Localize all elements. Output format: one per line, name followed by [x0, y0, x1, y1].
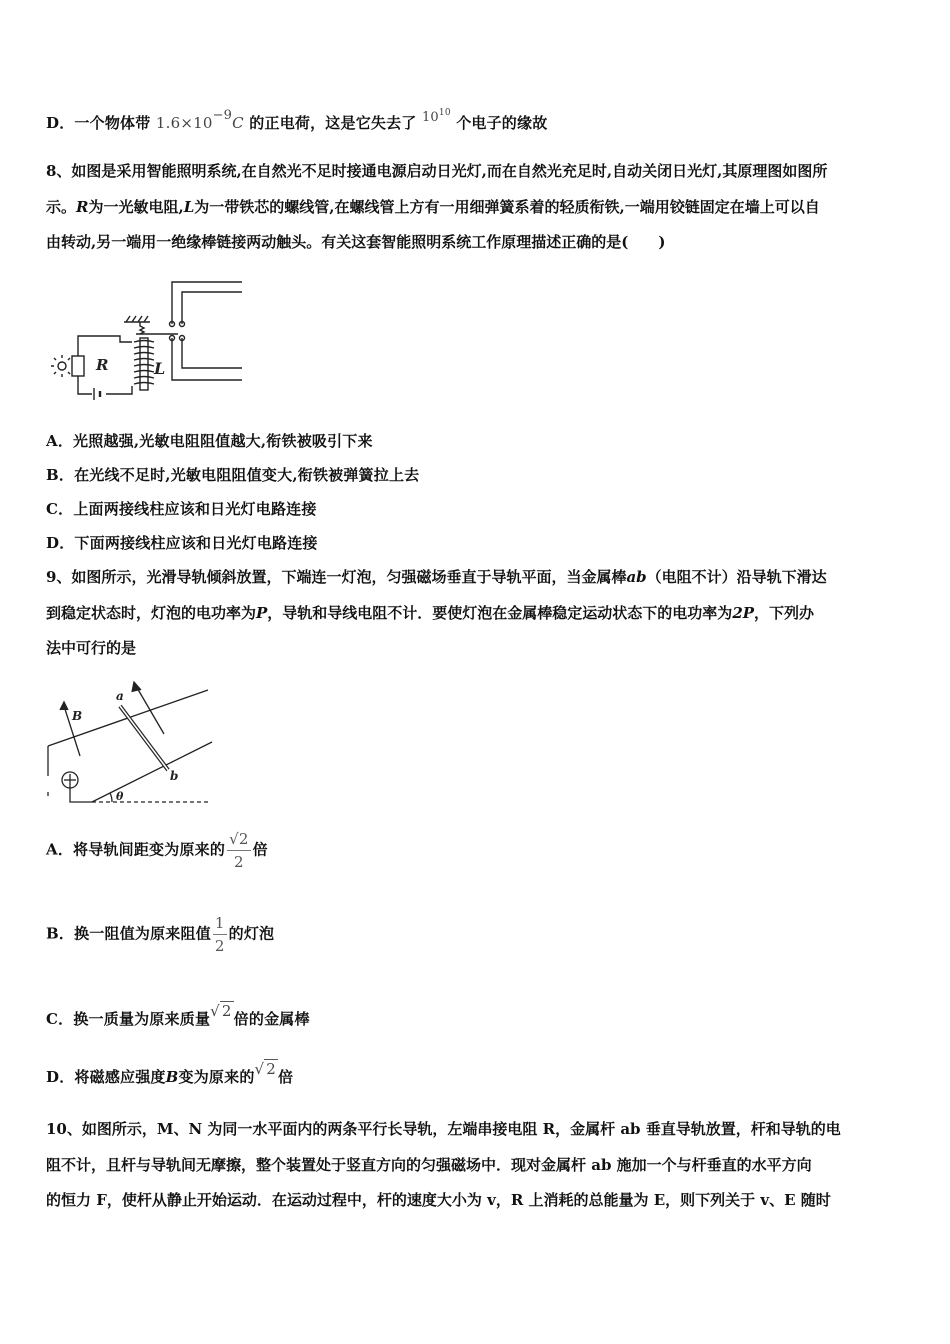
- sqrt-two: √ 2: [210, 1002, 232, 1020]
- q9-option-b: B．换一阻值为原来阻值 $\frac{1}{2}$ 的灯泡: [46, 914, 275, 955]
- q9-option-a: A．将导轨间距变为原来的 $\frac{√2}{2}$ 倍: [46, 830, 268, 871]
- q10-stem: 10、如图所示，M、N 为同一水平面内的两条平行长导轨，左端串接电阻 R，金属杆 ab 垂直导轨放置，杆和导轨的电 阻不计，且杆与导轨间无摩擦，整个装置处于竖直方向的匀强磁场中．现对金属杆 ab 施加一个与杆垂直的水平方向 的恒力 F，使杆从静止开始运动．在运动过程中，杆的速度大小为 v，R 上消耗的总能量为 E，则下列关于 v、E 随时: [46, 1120, 841, 1209]
- figure-label-theta: θ: [116, 790, 124, 803]
- figure-label-b-field: B: [72, 709, 83, 723]
- q8-option-b: B．在光线不足时,光敏电阻阻值变大,衔铁被弹簧拉上去: [46, 466, 420, 484]
- q9-stem: 9、如图所示，光滑导轨倾斜放置，下端连一灯泡，匀强磁场垂直于导轨平面，当金属棒ab（电阻不计）沿导轨下滑达 到稳定状态时，灯泡的电功率为P，导轨和导线电阻不计．要使灯泡在金属棒稳定运动状态下的电功率为2P，下列办 法中可行的是: [46, 568, 827, 657]
- q9-inclined-rails-figure: [44, 670, 214, 808]
- q8-relay-circuit-figure: [50, 276, 250, 406]
- figure-label-r: R: [96, 356, 109, 374]
- q9-option-d: D．将磁感应强度B变为原来的√ 2 倍: [46, 1060, 294, 1086]
- fraction-sqrt2-over-2: $\frac{√2}{2}$: [229, 830, 249, 871]
- electron-count-expression: $10^{10}$: [421, 108, 451, 125]
- q8-stem: 8、如图是采用智能照明系统,在自然光不足时接通电源启动日光灯,而在自然光充足时,自动关闭日光灯,其原理图如图所 示。R为一光敏电阻,L为一带铁芯的螺线管,在螺线管上方有一用细弹簧系着的轻质衔铁,一端用铰链固定在墙上可以自 由转动,另一端用一绝缘棒链接两动触头。有关这套智能照明系统工作原理描述正确的是( ): [46, 162, 828, 251]
- option-label: D．: [46, 114, 75, 132]
- q8-option-c: C．上面两接线柱应该和日光灯电路连接: [46, 500, 317, 518]
- q7-option-d: D．一个物体带 1.6×10−9C 的正电荷，这是它失去了 $10^{10}$ 个电子的缘故: [46, 108, 548, 132]
- figure-label-b: b: [170, 769, 179, 783]
- figure-label-l: L: [154, 359, 166, 378]
- figure-label-a: a: [116, 689, 124, 703]
- sqrt-two: √ 2: [254, 1060, 277, 1078]
- charge-expression: 1.6×10−9C: [155, 108, 244, 132]
- q9-option-c: C．换一质量为原来质量√ 2 倍的金属棒: [46, 1002, 310, 1028]
- q8-option-a: A．光照越强,光敏电阻阻值越大,衔铁被吸引下来: [46, 432, 373, 450]
- fraction-one-half: $\frac{1}{2}$: [214, 914, 225, 955]
- q8-option-d: D．下面两接线柱应该和日光灯电路连接: [46, 534, 318, 552]
